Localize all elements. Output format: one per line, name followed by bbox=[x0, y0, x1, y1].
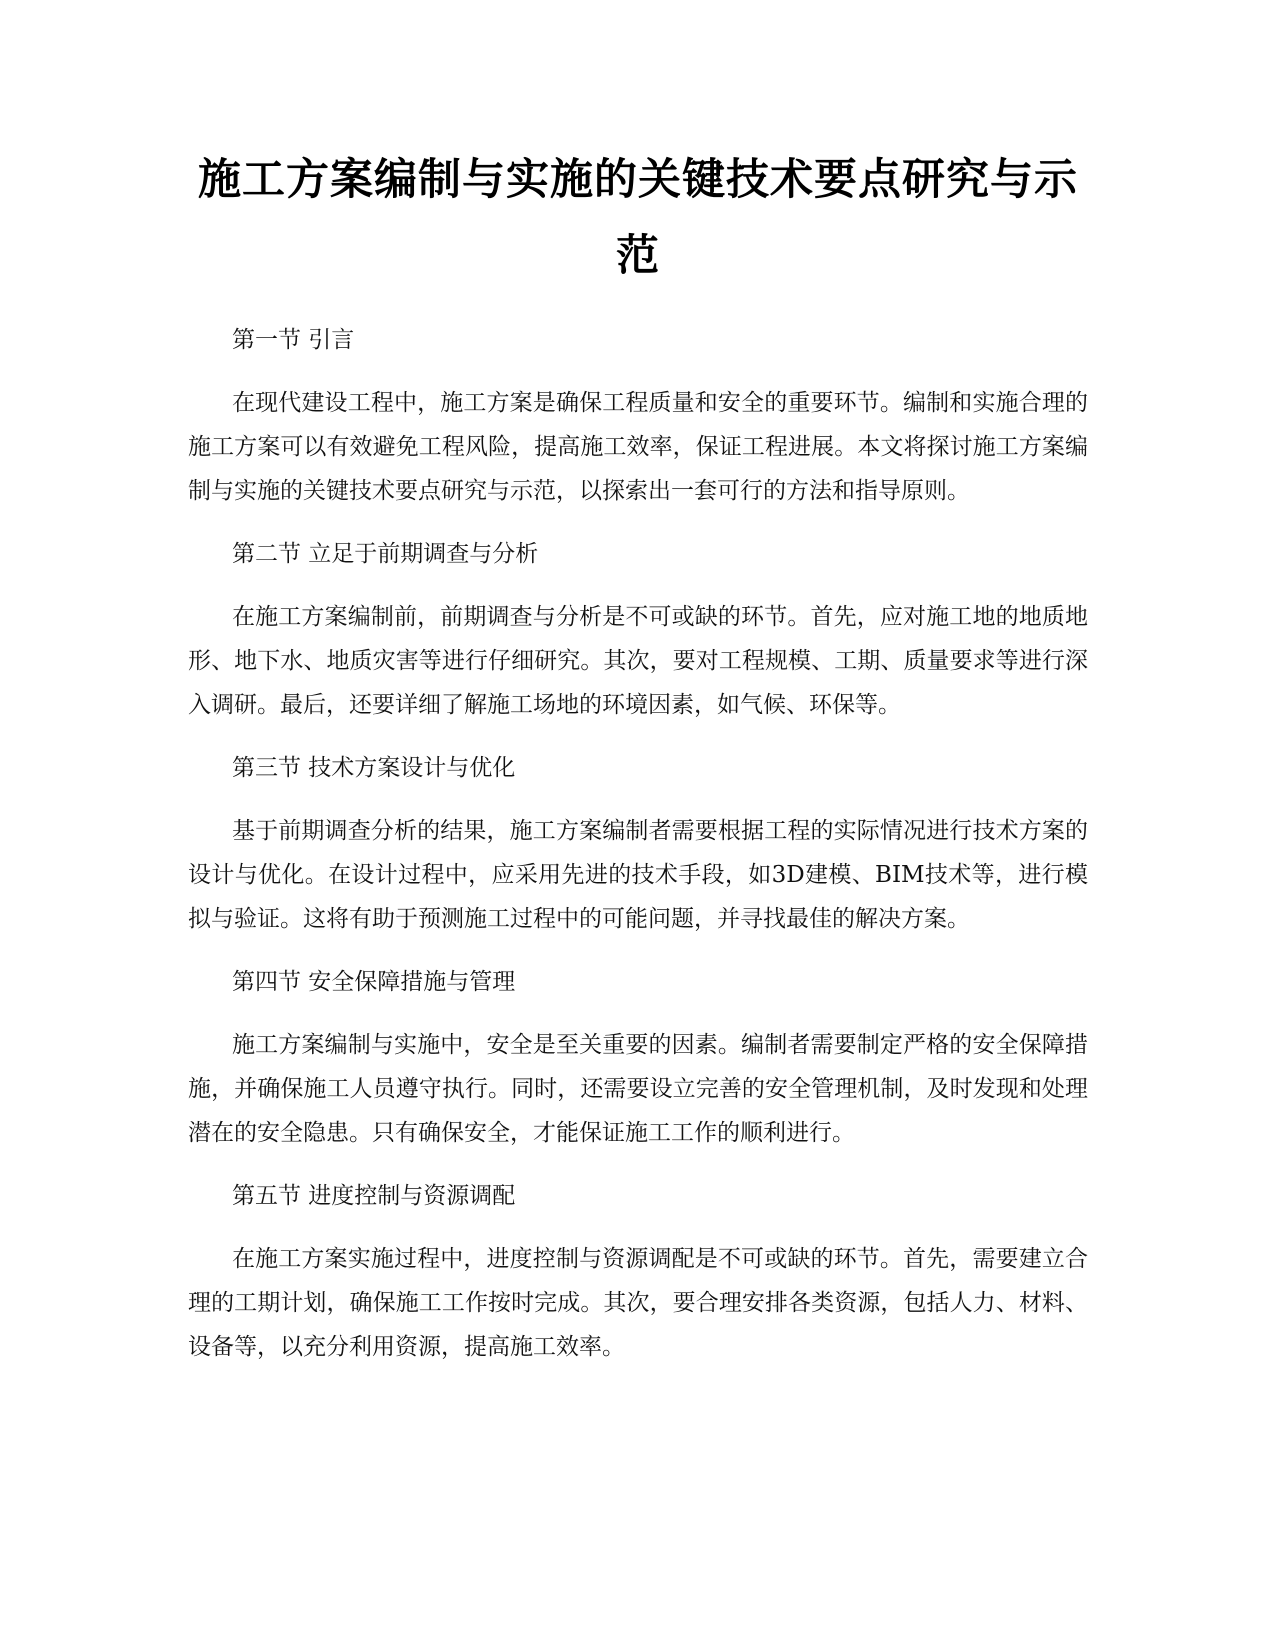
section-heading-1: 第一节 引言 bbox=[232, 327, 355, 353]
section-heading-2: 第二节 立足于前期调查与分析 bbox=[232, 541, 539, 567]
section-paragraph-5: 在施工方案实施过程中，进度控制与资源调配是不可或缺的环节。首先，需要建立合理的工期计划，确保施工工作按时完成。其次，要合理安排各类资源，包括人力、材料、设备等，以充分利用资源，提高施工效率。 bbox=[188, 1246, 1088, 1360]
section-heading-4: 第四节 安全保障措施与管理 bbox=[232, 969, 516, 995]
section-paragraph-3: 基于前期调查分析的结果，施工方案编制者需要根据工程的实际情况进行技术方案的设计与优化。在设计过程中，应采用先进的技术手段，如3D建模、BIM技术等，进行模拟与验证。这将有助于预测施工过程中的可能问题，并寻找最佳的解决方案。 bbox=[188, 818, 1088, 932]
document-title: 施工方案编制与实施的关键技术要点研究与示范 bbox=[198, 155, 1078, 281]
document-body bbox=[188, 318, 1088, 1369]
section-heading-5: 第五节 进度控制与资源调配 bbox=[232, 1183, 516, 1209]
section-heading-3: 第三节 技术方案设计与优化 bbox=[232, 755, 516, 781]
section-paragraph-2: 在施工方案编制前，前期调查与分析是不可或缺的环节。首先，应对施工地的地质地形、地下水、地质灾害等进行仔细研究。其次，要对工程规模、工期、质量要求等进行深入调研。最后，还要详细了解施工场地的环境因素，如气候、环保等。 bbox=[188, 604, 1088, 718]
section-paragraph-4: 施工方案编制与实施中，安全是至关重要的因素。编制者需要制定严格的安全保障措施，并确保施工人员遵守执行。同时，还需要设立完善的安全管理机制，及时发现和处理潜在的安全隐患。只有确保安全，才能保证施工工作的顺利进行。 bbox=[188, 1032, 1088, 1146]
section-paragraph-1: 在现代建设工程中，施工方案是确保工程质量和安全的重要环节。编制和实施合理的施工方案可以有效避免工程风险，提高施工效率，保证工程进展。本文将探讨施工方案编制与实施的关键技术要点研究与示范，以探索出一套可行的方法和指导原则。 bbox=[188, 390, 1088, 504]
